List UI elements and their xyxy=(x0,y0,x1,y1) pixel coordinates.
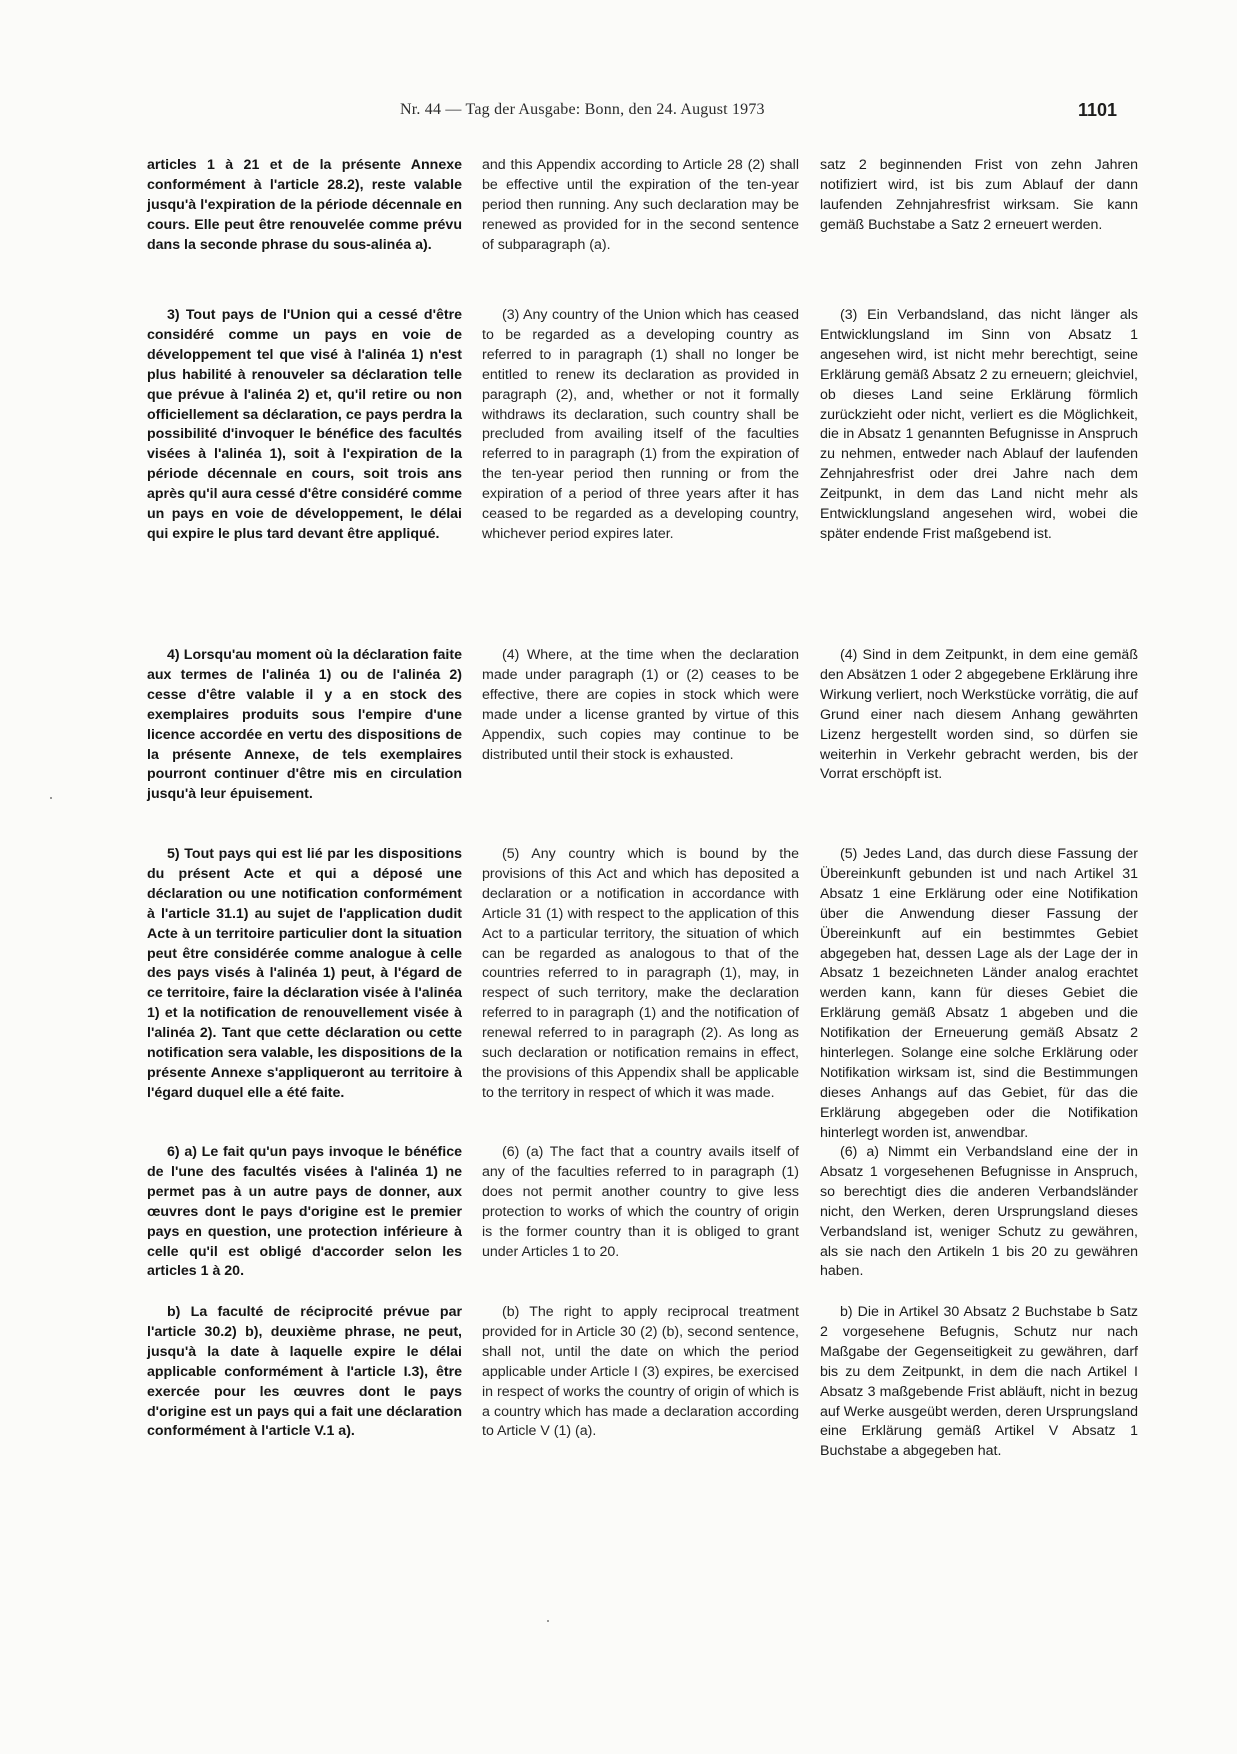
page-header xyxy=(0,101,1237,125)
paragraph-fr-6b: b) La faculté de réciprocité prévue par l'article 30.2) b), deuxième phrase, ne peut, jusqu'à la date à laquelle expire le délai applicable conformément à l'article I.3), être exercée pour les œuvres dont le pays d'origine est un pays qui a fait une déclaration conformément à l'article V.1 a). xyxy=(147,1304,462,1440)
paragraph-de-4: (4) Sind in dem Zeitpunkt, in dem eine gemäß den Absätzen 1 oder 2 abgegebene Erklärung ihre Wirkung verliert, noch Werkstücke vorrätig, die auf Grund einer nach diesem Anhang gewährten Lizenz hergestellt worden sind, so dürfen sie weiterhin in Verkehr gebracht werden, bis der Vorrat erschöpft ist. xyxy=(820,647,1138,783)
scan-speck xyxy=(547,1620,549,1622)
paragraph-en-5: (5) Any country which is bound by the provisions of this Act and which has deposited a declaration or a notification in accordance with Article 31 (1) with respect to the application of this Act to a particular territory, the situation of which can be regarded as analogous to that of the countries referred to in paragraph (1), may, in respect of such territory, make the declaration referred to in paragraph (1) and the notification of renewal referred to in paragraph (2). As long as such declaration or notification remains in effect, the provisions of this Appendix shall be applicable to the territory in respect of which it was made. xyxy=(482,846,799,1101)
paragraph-fr-3: 3) Tout pays de l'Union qui a cessé d'être considéré comme un pays en voie de développement tel que visé à l'alinéa 1) n'est plus habilité à renouveler sa déclaration telle que prévue à l'alinéa 2) et, qu'il retire ou non officiellement sa déclaration, ce pays perdra la possibilité d'invoquer le bénéfice des facultés visées à l'alinéa 1), soit à l'expiration de la période décennale en cours, soit trois ans après qu'il aura cessé d'être considéré comme un pays en voie de développement, le délai qui expire le plus tard devant être appliqué. xyxy=(147,307,462,542)
paragraph-fr-cont: articles 1 à 21 et de la présente Annexe conformément à l'article 28.2), reste valable jusqu'à l'expiration de la période décennale en cours. Elle peut être renouvelée comme prévu dans la seconde phrase du sous-alinéa a). xyxy=(147,157,462,253)
running-title: Nr. 44 — Tag der Ausgabe: Bonn, den 24. August 1973 xyxy=(400,101,765,118)
paragraph-fr-4: 4) Lorsqu'au moment où la déclaration faite aux termes de l'alinéa 1) ou de l'alinéa 2) cesse d'être valable il y a en stock des exemplaires produits sous l'empire d'une licence accordée en vertu des dispositions de la présente Annexe, de tels exemplaires pourront continuer d'être mis en circulation jusqu'à leur épuisement. xyxy=(147,647,462,803)
page-number: 1101 xyxy=(1078,100,1118,120)
paragraph-de-6b: b) Die in Artikel 30 Absatz 2 Buchstabe b Satz 2 vorgesehene Befugnis, Schutz nur nach Maßgabe der Gegenseitigkeit zu gewähren, darf bis zu dem Zeitpunkt, in dem die nach Artikel I Absatz 3 maßgebende Frist abläuft, nicht in bezug auf Werke ausgeübt werden, deren Ursprungsland eine Erklärung gemäß Artikel V Absatz 1 Buchstabe a abgegeben hat. xyxy=(820,1304,1138,1460)
paragraph-fr-6a: 6) a) Le fait qu'un pays invoque le bénéfice de l'une des facultés visées à l'alinéa 1) ne permet pas à un autre pays de donner, aux œuvres dont le pays d'origine est le premier pays en question, une protection inférieure à celle qu'il est obligé d'accorder selon les articles 1 à 20. xyxy=(147,1144,462,1280)
paragraph-en-6a: (6) (a) The fact that a country avails itself of any of the faculties referred to in paragraph (1) does not permit another country to give less protection to works of which the country of origin is the former country than it is obliged to grant under Articles 1 to 20. xyxy=(482,1144,799,1260)
scan-speck xyxy=(50,797,52,799)
paragraph-en-cont: and this Appendix according to Article 28 (2) shall be effective until the expiration of the ten-year period then running. Any such declaration may be renewed as provided for in the second sentence of subparagraph (a). xyxy=(482,157,799,253)
paragraph-en-6b: (b) The right to apply reciprocal treatment provided for in Article 30 (2) (b), second sentence, shall not, until the date on which the period applicable under Article I (3) expires, be exercised in respect of works the country of origin of which is a country which has made a declaration according to Article V (1) (a). xyxy=(482,1304,799,1440)
paragraph-de-3: (3) Ein Verbandsland, das nicht länger als Entwicklungsland im Sinn von Absatz 1 angesehen wird, ist nicht mehr berechtigt, seine Erklärung gemäß Absatz 2 zu erneuern; gleichviel, ob dieses Land seine Erklärung förmlich zurückzieht oder nicht, verliert es die Möglichkeit, die in Absatz 1 genannten Befugnisse in Anspruch zu nehmen, entweder nach Ablauf der laufenden Zehnjahresfrist oder drei Jahre nach dem Zeitpunkt, in dem das Land nicht mehr als Entwicklungsland angesehen wird, wobei die später endende Frist maßgebend ist. xyxy=(820,307,1138,542)
paragraph-en-3: (3) Any country of the Union which has ceased to be regarded as a developing country as referred to in paragraph (1) shall no longer be entitled to renew its declaration as provided in paragraph (2), and, whether or not it formally withdraws its declaration, such country shall be precluded from availing itself of the faculties referred to in paragraph (1) from the expiration of the ten-year period then running or from the expiration of a period of three years after it has ceased to be regarded as a developing country, whichever period expires later. xyxy=(482,307,799,542)
paragraph-de-5: (5) Jedes Land, das durch diese Fassung der Übereinkunft gebunden ist und nach Artikel 31 Absatz 1 eine Erklärung oder eine Notifikation über die Anwendung dieser Fassung der Übereinkunft auf ein bestimmtes Gebiet abgegeben hat, dessen Lage als der Lage der in Absatz 1 bezeichneten Länder analog erachtet werden kann, kann für dieses Gebiet die Erklärung gemäß Absatz 1 abgeben und die Notifikation der Erneuerung gemäß Absatz 2 hinterlegen. Solange eine solche Erklärung oder Notifikation wirksam ist, sind die Bestimmungen dieses Anhangs auf das Gebiet, für das die Erklärung abgegeben oder die Notifikation hinterlegt worden ist, anwendbar. xyxy=(820,846,1138,1141)
paragraph-de-6a: (6) a) Nimmt ein Verbandsland eine der in Absatz 1 vorgesehenen Befugnisse in Anspruch, so berechtigt dies die anderen Verbandsländer nicht, den Werken, deren Ursprungsland dieses Verbandsland ist, weniger Schutz zu gewähren, als sie nach den Artikeln 1 bis 20 zu gewähren haben. xyxy=(820,1144,1138,1280)
paragraph-de-cont: satz 2 beginnenden Frist von zehn Jahren notifiziert wird, ist bis zum Ablauf der dann laufenden Zehnjahresfrist wirksam. Sie kann gemäß Buchstabe a Satz 2 erneuert werden. xyxy=(820,157,1138,233)
paragraph-fr-5: 5) Tout pays qui est lié par les dispositions du présent Acte et qui a déposé une déclaration ou une notification conformément à l'article 31.1) au sujet de l'application dudit Acte à un territoire particulier dont la situation peut être considérée comme analogue à celle des pays visés à l'alinéa 1) peut, à l'égard de ce territoire, faire la déclaration visée à l'alinéa 1) et la notification de renouvellement visée à l'alinéa 2). Tant que cette déclaration ou cette notification sera valable, les dispositions de la présente Annexe s'appliqueront au territoire à l'égard duquel elle a été faite. xyxy=(147,846,462,1101)
paragraph-en-4: (4) Where, at the time when the declaration made under paragraph (1) or (2) ceases to be effective, there are copies in stock which were made under a license granted by virtue of this Appendix, such copies may continue to be distributed until their stock is exhausted. xyxy=(482,647,799,763)
